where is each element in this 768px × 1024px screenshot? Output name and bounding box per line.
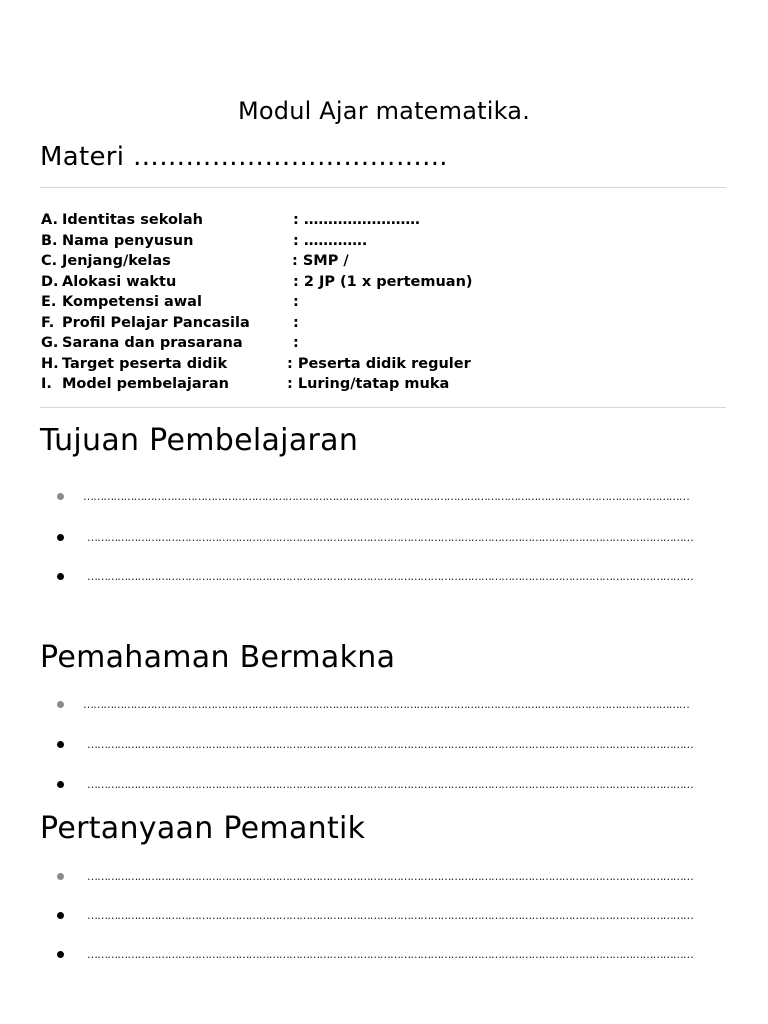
section-heading-pertanyaan: Pertanyaan Pemantik: [40, 811, 366, 846]
identity-row-h: [41, 354, 721, 375]
list-item: [57, 736, 717, 756]
identity-label: Identitas sekolah: [62, 212, 203, 228]
section-heading-pemahaman: Pemahaman Bermakna: [40, 640, 396, 675]
identity-label: Jenjang/kelas: [62, 253, 171, 269]
identity-letter: G.: [41, 335, 59, 351]
identity-label: Sarana dan prasarana: [62, 335, 243, 351]
bullet-icon: [57, 912, 64, 919]
identity-letter: C.: [41, 253, 58, 269]
list-item: [57, 488, 717, 508]
section-heading-tujuan: Tujuan Pembelajaran: [40, 423, 359, 458]
identity-value: : SMP /: [292, 253, 349, 269]
identity-letter: H.: [41, 355, 59, 372]
identity-row-f: [41, 313, 721, 334]
list-item: [57, 868, 717, 888]
identity-value: :: [293, 314, 299, 331]
identity-letter: B.: [41, 232, 58, 249]
list-item: [57, 568, 717, 588]
bullet-icon: [57, 534, 64, 541]
bullet-icon: [57, 741, 64, 748]
identity-value: : Peserta didik reguler: [287, 355, 471, 372]
identity-row-i: [41, 374, 721, 395]
bullet-icon: [57, 873, 64, 880]
identity-letter: F.: [41, 314, 55, 331]
identity-label: Nama penyusun: [62, 232, 194, 249]
identity-row-b: [41, 231, 721, 252]
bullet-text: ………………………………………………………………………………………………………………………………………………………………: [87, 738, 694, 751]
identity-row-g: [41, 333, 721, 354]
identity-letter: E.: [41, 294, 57, 310]
list-item: [57, 529, 717, 549]
identity-value: :: [293, 335, 299, 351]
identity-letter: D.: [41, 273, 59, 290]
divider-top: [40, 187, 726, 188]
identity-value: : Luring/tatap muka: [287, 376, 450, 392]
identity-row-e: [41, 292, 721, 313]
divider-bottom: [40, 407, 726, 408]
bullet-text: ………………………………………………………………………………………………………………………………………………………………: [87, 570, 694, 583]
bullet-icon: [57, 951, 64, 958]
list-item: [57, 907, 717, 927]
identity-list: [41, 210, 721, 395]
bullet-text: ………………………………………………………………………………………………………………………………………………………………: [87, 948, 694, 961]
bullet-text: ………………………………………………………………………………………………………………………………………………………………: [83, 698, 690, 711]
identity-letter: I.: [41, 376, 52, 392]
bullet-text: ………………………………………………………………………………………………………………………………………………………………: [87, 778, 694, 791]
bullet-icon: [57, 781, 64, 788]
identity-letter: A.: [41, 212, 58, 228]
bullet-text: ………………………………………………………………………………………………………………………………………………………………: [87, 870, 694, 883]
identity-value: : 2 JP (1 x pertemuan): [293, 273, 473, 290]
identity-label: Model pembelajaran: [62, 376, 229, 392]
list-item: [57, 696, 717, 716]
bullet-text: ………………………………………………………………………………………………………………………………………………………………: [83, 490, 690, 503]
identity-label: Kompetensi awal: [62, 294, 202, 310]
bullet-icon: [57, 573, 64, 580]
list-item: [57, 776, 717, 796]
identity-label: Target peserta didik: [62, 355, 228, 372]
bullet-icon: [57, 701, 64, 708]
identity-row-c: [41, 251, 721, 272]
materi-heading: Materi ……………………………...: [40, 142, 448, 172]
identity-value: :: [293, 294, 299, 310]
bullet-icon: [57, 493, 64, 500]
bullet-text: ………………………………………………………………………………………………………………………………………………………………: [87, 909, 694, 922]
identity-label: Profil Pelajar Pancasila: [62, 314, 250, 331]
bullet-text: ………………………………………………………………………………………………………………………………………………………………: [87, 531, 694, 544]
list-item: [57, 946, 717, 966]
identity-label: Alokasi waktu: [62, 273, 177, 290]
identity-row-a: [41, 210, 721, 231]
identity-value: : ……………………: [293, 212, 420, 228]
identity-value: : ………….: [293, 232, 368, 249]
identity-row-d: [41, 272, 721, 293]
page-title: Modul Ajar matematika.: [237, 97, 531, 125]
